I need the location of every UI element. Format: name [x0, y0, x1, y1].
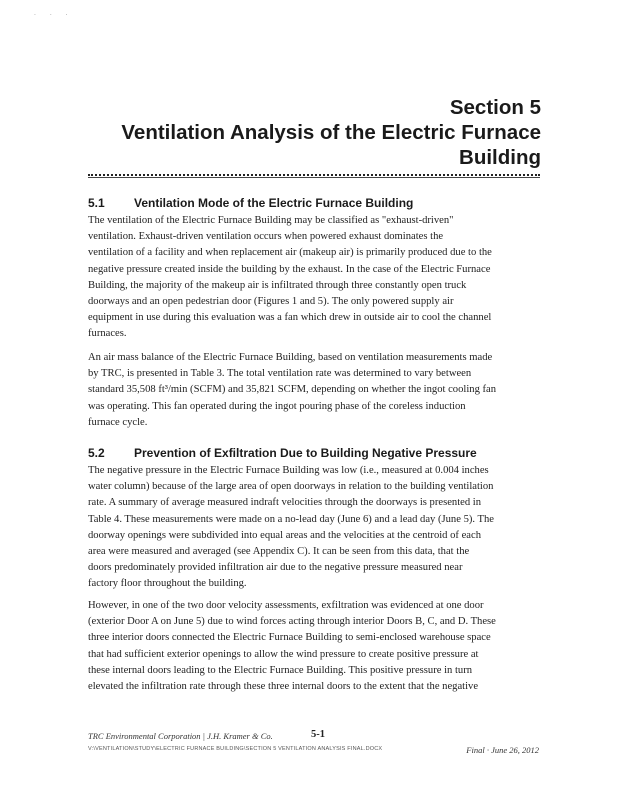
text-line: water column) because of the large area of open doorways in relation to the building ventilation [88, 481, 494, 493]
text-line: equipment in use during this evaluation was a fan which drew in outside air to cool the channel [88, 312, 492, 324]
text-line: furnace cycle. [88, 416, 148, 428]
scan-corner-mark: . . . [34, 10, 74, 17]
subsection-heading-5-1 [88, 196, 413, 210]
text-line: standard 35,508 ft³/min (SCFM) and 35,821 SCFM, depending on whether the ingot cooling fan [88, 384, 497, 396]
text-line: area were measured and averaged (see Appendix C). It can be seen from this data, that the [88, 546, 470, 558]
text-line: The ventilation of the Electric Furnace Building may be classified as "exhaust-driven" [88, 215, 454, 226]
text-line: by TRC, is presented in Table 3. The total ventilation rate was determined to vary between [88, 368, 472, 380]
text-line: furnaces. [88, 328, 127, 340]
text-line: these internal doors leading to the Electric Furnace Building. This positive pressure in turn [88, 664, 473, 676]
text-line: was operating. This fan operated during the ingot pouring phase of the coreless induction [88, 400, 466, 412]
section-title-line2: Building [459, 146, 541, 169]
subsection-title: Prevention of Exfiltration Due to Building Negative Pressure [134, 446, 477, 460]
text-line: rate. A summary of average measured indraft velocities through the doorways is presented in [88, 497, 482, 509]
section-label: Section 5 [449, 96, 541, 119]
text-line: elevated the infiltration rate through these three internal doors to the extent that the negative [88, 681, 479, 693]
text-line: (exterior Door A on June 5) due to wind forces acting through interior Doors B, C, and D. These [88, 616, 496, 628]
text-line: doorways and an open pedestrian door (Figures 1 and 5). The only powered supply air [88, 296, 454, 308]
text-line: Building, the majority of the makeup air is infiltrated through three constantly open truck [88, 279, 467, 291]
paragraph-5-2-b [88, 598, 540, 695]
subsection-number: 5.2 [88, 446, 105, 460]
text-line: ventilation of a facility and when replacement air (makeup air) is primarily produced due to the [88, 247, 492, 259]
text-line: factory floor throughout the building. [88, 578, 247, 590]
text-line: The negative pressure in the Electric Furnace Building was low (i.e., measured at 0.004 inches [88, 465, 489, 476]
paragraph-5-1-b [88, 350, 540, 431]
header-rule-solid [88, 177, 540, 178]
section-title-line1: Ventilation Analysis of the Electric Furnace [121, 121, 541, 144]
page-number: 5-1 [311, 729, 325, 740]
footer-company: TRC Environmental Corporation | J.H. Kramer & Co. [88, 731, 273, 741]
section-header [121, 95, 541, 170]
text-line: ventilation. Exhaust-driven ventilation occurs when powered exhaust dominates the [88, 231, 444, 243]
text-line: three interior doors connected the Electric Furnace Building to semi-enclosed warehouse space [88, 632, 491, 644]
text-line: An air mass balance of the Electric Furnace Building, based on ventilation measurements made [88, 352, 493, 363]
text-line: doors predominately provided infiltration air due to the negative pressure measured near [88, 562, 463, 574]
text-line: negative pressure created inside the building by the exhaust. In the case of the Electric Furnace [88, 263, 491, 275]
footer-date: Final · June 26, 2012 [466, 745, 539, 755]
paragraph-5-1-a [88, 213, 540, 343]
subsection-number: 5.1 [88, 196, 105, 210]
text-line: doorway openings were subdivided into equal areas and the velocities at the centroid of each [88, 529, 482, 541]
footer-file-path: V:\VENTILATION\STUDY\ELECTRIC FURNACE BUILDING\SECTION 5 VENTILATION ANALYSIS FINAL.DOCX [88, 746, 383, 752]
subsection-heading-5-2 [88, 446, 477, 460]
paragraph-5-2-a [88, 463, 540, 593]
header-rule-dotted [88, 174, 540, 176]
text-line: that had sufficient exterior openings to allow the wind pressure to create positive pressure at [88, 648, 479, 660]
text-line: However, in one of the two door velocity assessments, exfiltration was evidenced at one door [88, 600, 484, 611]
subsection-title: Ventilation Mode of the Electric Furnace Building [134, 196, 414, 210]
text-line: Table 4. These measurements were made on a no-lead day (June 6) and a lead day (June 5). The [88, 513, 494, 525]
